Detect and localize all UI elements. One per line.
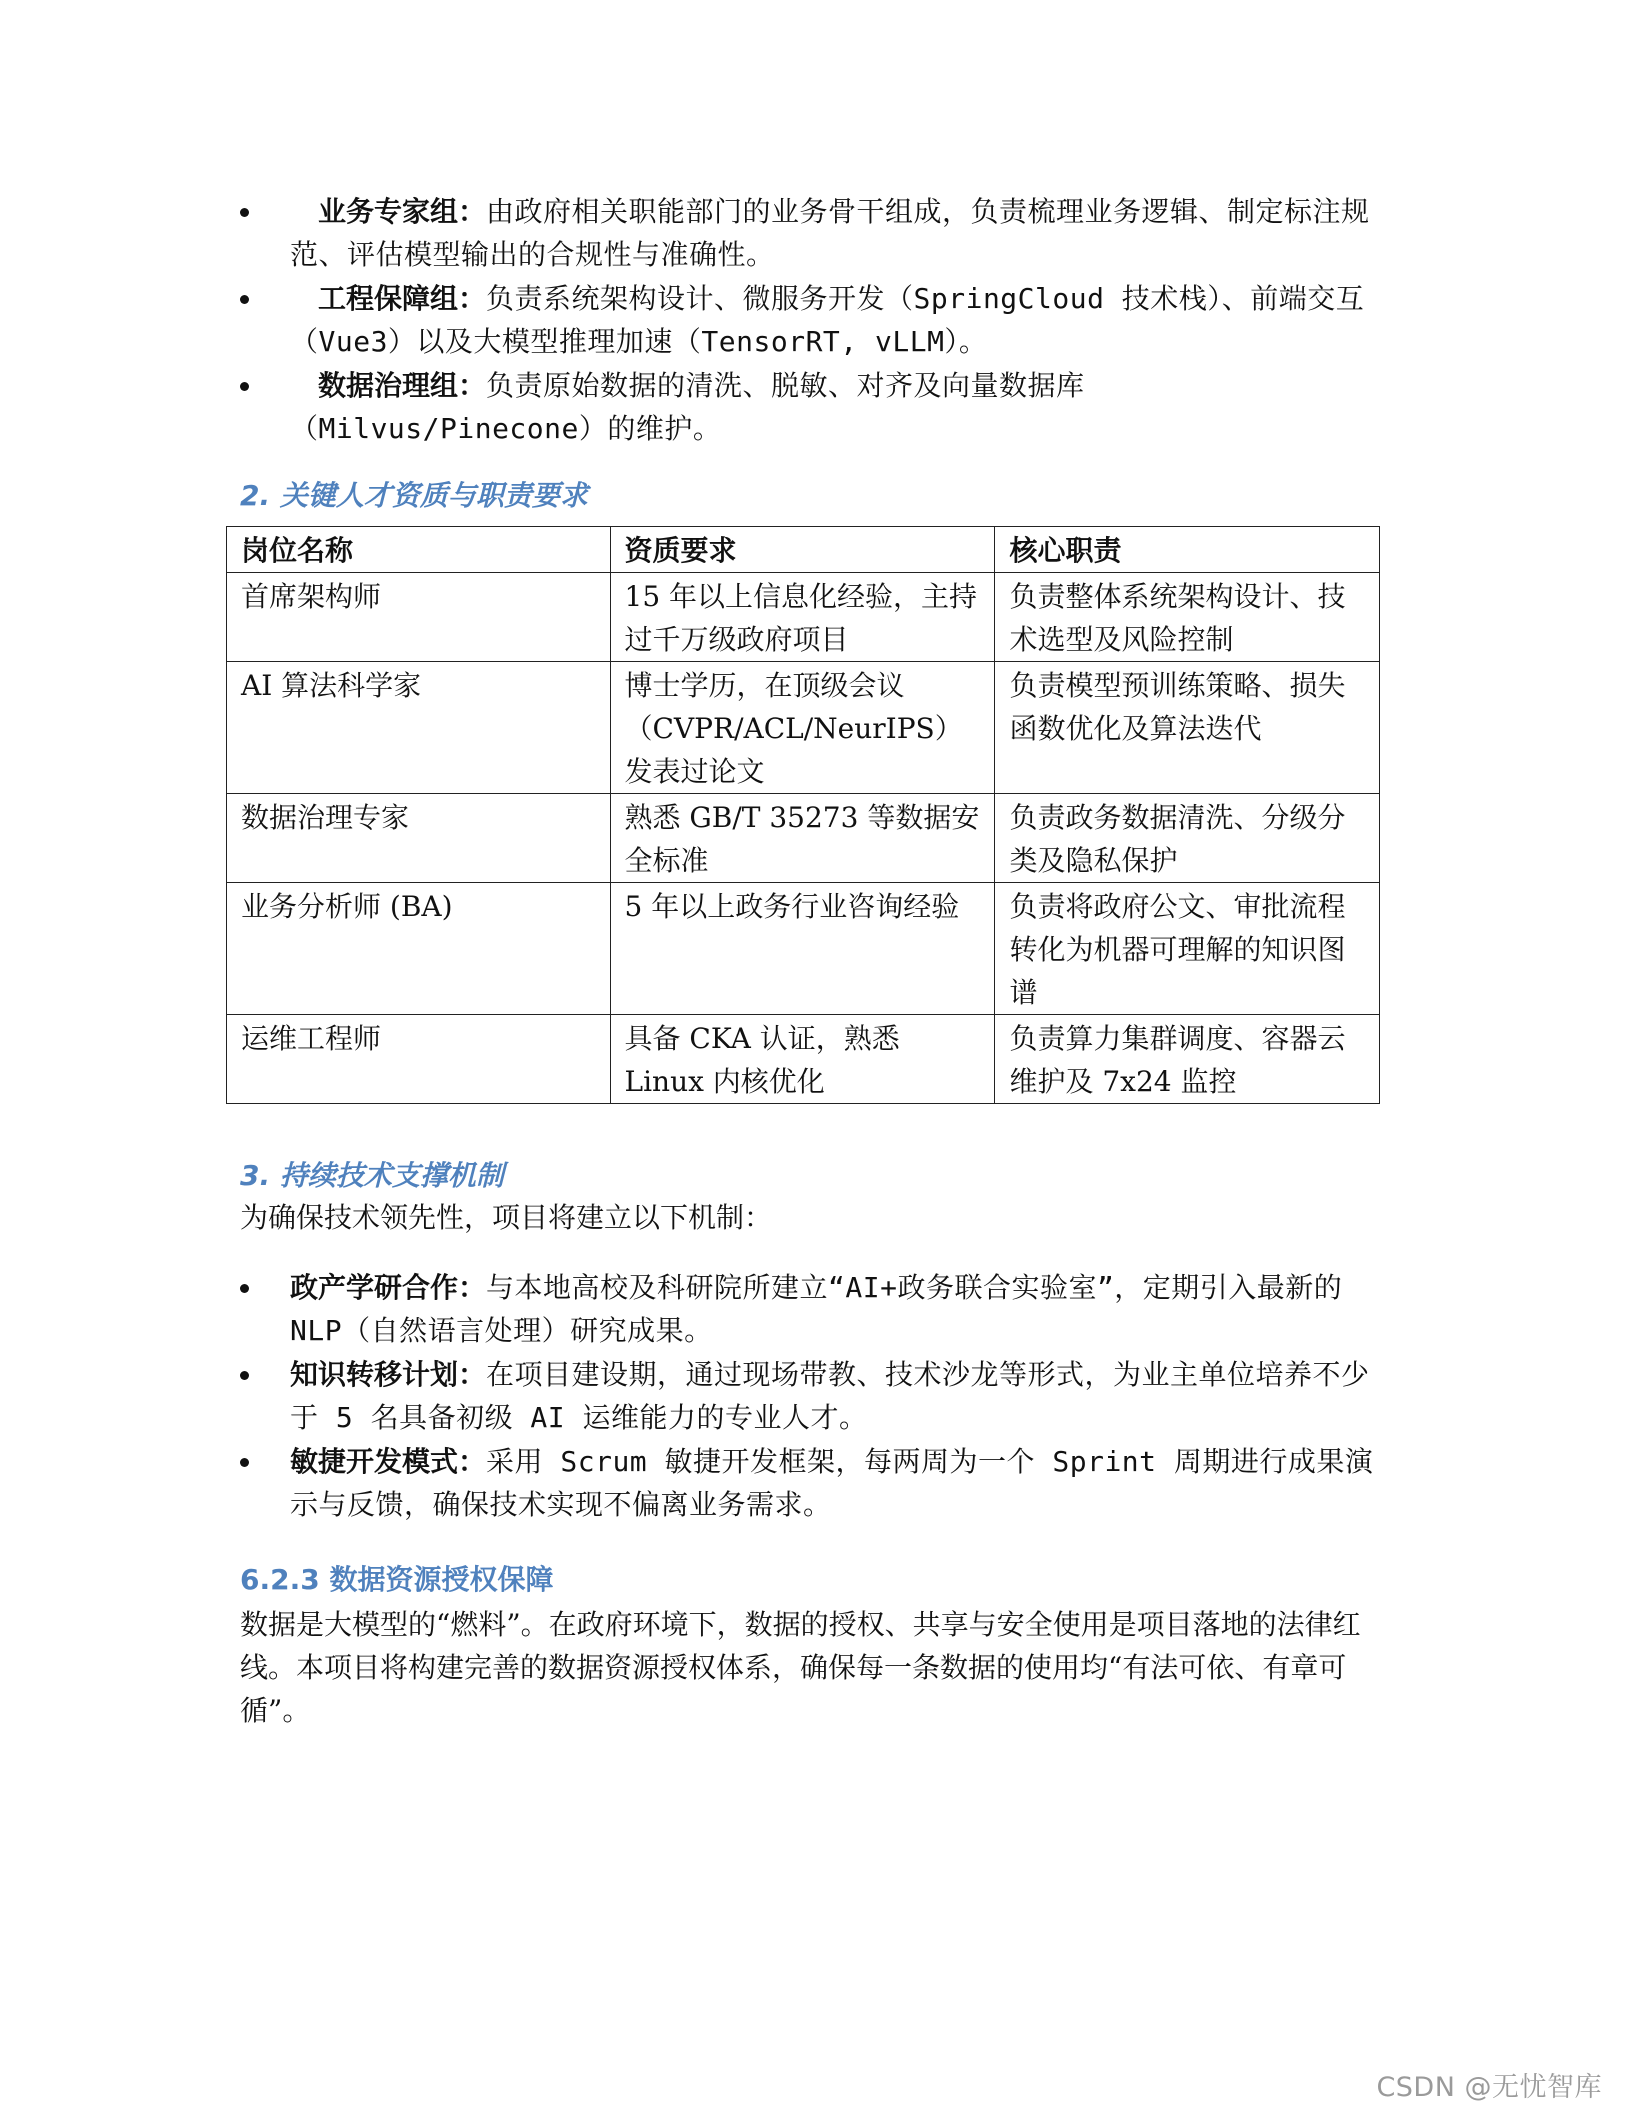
list-item [240, 1266, 1380, 1352]
table-cell: 数据治理专家 [227, 794, 611, 883]
table-cell: 负责将政府公文、审批流程转化为机器可理解的知识图谱 [995, 883, 1380, 1015]
list-item [240, 364, 1380, 450]
bullet-dot-icon [240, 208, 249, 217]
table-row [227, 573, 1380, 662]
bullet-term: 敏捷开发模式： [290, 1445, 487, 1478]
table-cell: 15 年以上信息化经验，主持过千万级政府项目 [610, 573, 995, 662]
section-heading-data-authorization: 6.2.3 数据资源授权保障 [240, 1563, 554, 1596]
table-cell: 负责模型预训练策略、损失函数优化及算法迭代 [995, 662, 1380, 794]
table-cell: 运维工程师 [227, 1015, 611, 1104]
bullet-term: 数据治理组： [318, 369, 487, 402]
bullet-term: 业务专家组： [318, 195, 487, 228]
table-cell: 负责算力集群调度、容器云维护及 7x24 监控 [995, 1015, 1380, 1104]
table-header-cell: 核心职责 [995, 527, 1380, 573]
bullet-dot-icon [240, 1371, 249, 1380]
section-heading-tech-support: 3. 持续技术支撑机制 [240, 1159, 504, 1192]
table-cell: 负责政务数据清洗、分级分类及隐私保护 [995, 794, 1380, 883]
table-row [227, 883, 1380, 1015]
bullet-term: 知识转移计划： [290, 1358, 487, 1391]
table-cell: AI 算法科学家 [227, 662, 611, 794]
bullet-term: 工程保障组： [318, 282, 487, 315]
table-cell: 具备 CKA 认证，熟悉 Linux 内核优化 [610, 1015, 995, 1104]
bullet-text: 采用 Scrum 敏捷开发框架，每两周为一个 Sprint 周期进行成果演示与反馈，确保技术实现不偏离业务需求。 [290, 1445, 1374, 1521]
team-bullet-list [240, 190, 1380, 451]
bullet-text: 由政府相关职能部门的业务骨干组成，负责梳理业务逻辑、制定标注规范、评估模型输出的合规性与准确性。 [290, 195, 1370, 271]
section-heading-talent: 2. 关键人才资质与职责要求 [240, 479, 588, 512]
list-item [240, 277, 1380, 363]
bullet-term: 政产学研合作： [290, 1271, 487, 1304]
list-item [240, 1353, 1380, 1439]
table-header-cell: 资质要求 [610, 527, 995, 573]
table-cell: 5 年以上政务行业咨询经验 [610, 883, 995, 1015]
list-item [240, 190, 1380, 276]
table-cell: 业务分析师 (BA) [227, 883, 611, 1015]
bullet-text: 负责系统架构设计、微服务开发（SpringCloud 技术栈）、前端交互（Vue3）以及大模型推理加速（TensorRT, vLLM）。 [290, 282, 1365, 358]
bullet-text: 负责原始数据的清洗、脱敏、对齐及向量数据库（Milvus/Pinecone）的维护。 [290, 369, 1085, 445]
csdn-watermark: CSDN @无忧智库 [1376, 2072, 1602, 2103]
bullet-text: 在项目建设期，通过现场带教、技术沙龙等形式，为业主单位培养不少于 5 名具备初级 AI 运维能力的专业人才。 [290, 1358, 1370, 1434]
table-cell: 熟悉 GB/T 35273 等数据安全标准 [610, 794, 995, 883]
section-intro: 为确保技术领先性，项目将建立以下机制： [240, 1201, 773, 1234]
bullet-text: 与本地高校及科研院所建立“AI+政务联合实验室”，定期引入最新的NLP（自然语言处理）研究成果。 [290, 1271, 1343, 1347]
bullet-dot-icon [240, 1284, 249, 1293]
bullet-dot-icon [240, 382, 249, 391]
table-header-row [227, 527, 1380, 573]
bullet-dot-icon [240, 295, 249, 304]
table-cell: 首席架构师 [227, 573, 611, 662]
table-row [227, 794, 1380, 883]
table-header-cell: 岗位名称 [227, 527, 611, 573]
table-row [227, 1015, 1380, 1104]
mechanism-bullet-list [240, 1266, 1380, 1527]
bullet-dot-icon [240, 1458, 249, 1467]
talent-requirements-table [226, 526, 1380, 1104]
table-row [227, 662, 1380, 794]
table-cell: 博士学历，在顶级会议（CVPR/ACL/NeurIPS）发表过论文 [610, 662, 995, 794]
list-item [240, 1440, 1380, 1526]
section-body-data-authorization: 数据是大模型的“燃料”。在政府环境下，数据的授权、共享与安全使用是项目落地的法律红线。本项目将构建完善的数据资源授权体系，确保每一条数据的使用均“有法可依、有章可循”。 [240, 1608, 1361, 1727]
table-cell: 负责整体系统架构设计、技术选型及风险控制 [995, 573, 1380, 662]
